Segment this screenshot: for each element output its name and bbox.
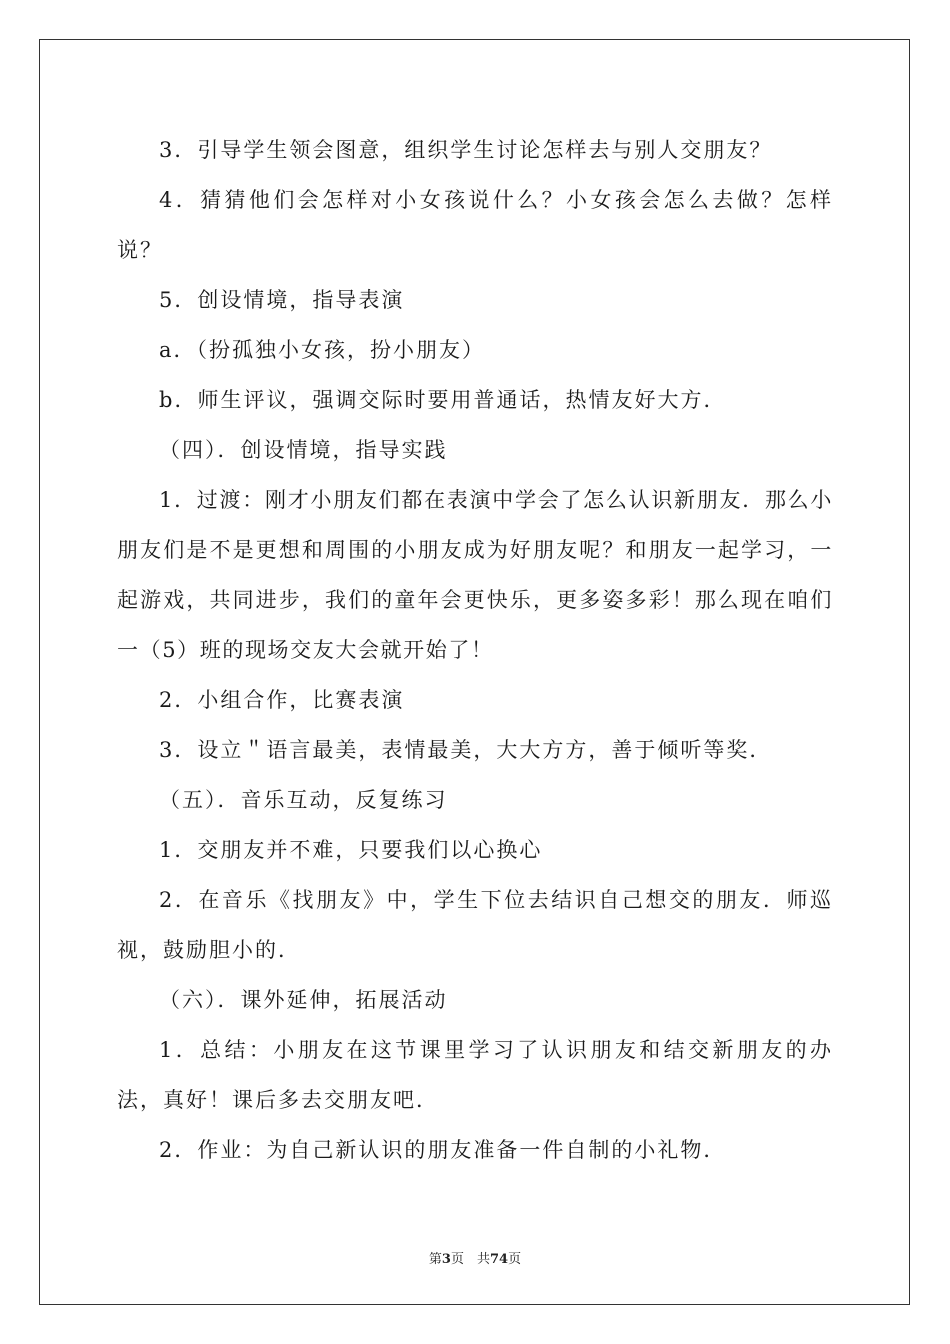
paragraph-2: 4．猜猜他们会怎样对小女孩说什么？小女孩会怎么去做？怎样说？: [117, 188, 833, 262]
footer-page-number: 3: [441, 1252, 451, 1267]
footer-total-pages: 74: [489, 1252, 509, 1267]
paragraph-3: 5．创设情境，指导表演: [159, 288, 405, 312]
paragraph-14: 1．总结：小朋友在这节课里学习了认识朋友和结交新朋友的办法，真好！课后多去交朋友吧．: [117, 1038, 833, 1112]
section-heading-5: （五）．音乐互动，反复练习: [159, 788, 448, 812]
paragraph-11: 1．交朋友并不难，只要我们以心换心: [159, 838, 543, 862]
paragraph-7: 1．过渡：刚才小朋友们都在表演中学会了怎么认识新朋友．那么小朋友们是不是更想和周围的小朋友成为好朋友呢？和朋友一起学习，一起游戏，共同进步，我们的童年会更快乐，更多姿多彩！那么现在咱们一（5）班的现场交友大会就开始了！: [117, 488, 833, 662]
footer-middle: 页 共: [450, 1252, 490, 1267]
paragraph-4: a．（扮孤独小女孩，扮小朋友）: [159, 338, 486, 362]
document-body: [117, 125, 833, 1175]
paragraph-8: 2．小组合作，比赛表演: [159, 688, 405, 712]
footer-suffix: 页: [508, 1252, 522, 1267]
paragraph-9: 3．设立＂语言最美，表情最美，大大方方，善于倾听等奖．: [159, 738, 773, 762]
section-heading-6: （六）．课外延伸，拓展活动: [159, 988, 448, 1012]
paragraph-5: b．师生评议，强调交际时要用普通话，热情友好大方．: [159, 388, 727, 412]
paragraph-12: 2．在音乐《找朋友》中，学生下位去结识自己想交的朋友．师巡视，鼓励胆小的．: [117, 888, 833, 962]
section-heading-4: （四）．创设情境，指导实践: [159, 438, 448, 462]
page-footer: [0, 1248, 950, 1267]
paragraph-15: 2．作业：为自己新认识的朋友准备一件自制的小礼物．: [159, 1138, 727, 1162]
footer-prefix: 第: [428, 1252, 442, 1267]
paragraph-1: 3．引导学生领会图意，组织学生讨论怎样去与别人交朋友？: [159, 138, 773, 162]
